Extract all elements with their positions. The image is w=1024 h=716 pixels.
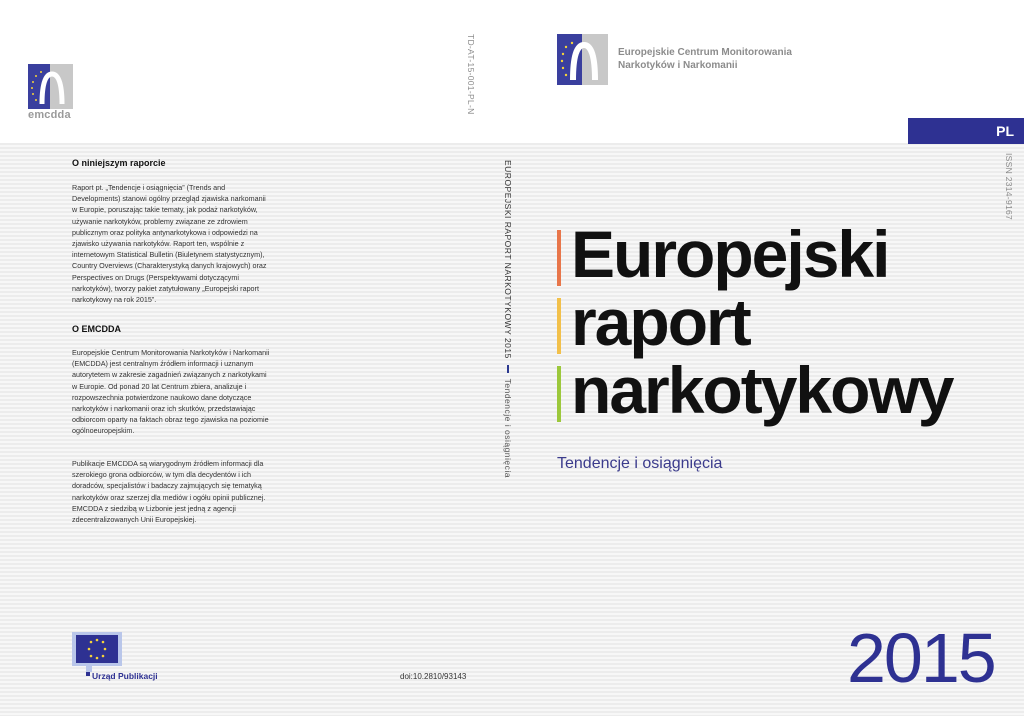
about-report-text: Raport pt. „Tendencje i osiągnięcia” (Trends and Developments) stanowi ogólny przegląd zjawiska narkomanii w Europie, poruszając takie tematy, jak podaż narkotyków, używanie narkotyków, problemy związane ze zdrowiem publicznym oraz polityka antynarkotykowa i odpowiedzi na zjawisko używania narkotyków. Raport ten, wspólnie z internetowym Statistical Bulletin (Biuletynem statystycznym), Country Overviews (Charakterystyką danych krajowych) oraz Perspectives on Drugs (Perspektywami dotyczącymi narkotyków), tworzy pakiet zatytułowany „Europejski raport narkotykowy na rok 2015”. bbox=[72, 183, 267, 305]
title-text-3: narkotykowy bbox=[571, 353, 953, 427]
report-subtitle: Tendencje i osiągnięcia bbox=[557, 455, 723, 472]
catalogue-code: TD-AT-15-001-PL-N bbox=[466, 34, 476, 115]
emcdda-front-logo-icon bbox=[557, 34, 608, 85]
report-year: 2015 bbox=[847, 619, 995, 697]
spine-title-text: EUROPEJSKI RAPORT NARKOTYKOWY 2015 bbox=[503, 160, 513, 359]
spine-subtitle: Tendencje i osiągnięcia bbox=[503, 378, 513, 479]
title-bar-yellow bbox=[557, 298, 561, 354]
language-badge: PL bbox=[908, 118, 1024, 144]
agency-name-line2: Narkotyków i Narkomanii bbox=[618, 60, 738, 71]
title-bar-green bbox=[557, 366, 561, 422]
doi: doi:10.2810/93143 bbox=[400, 672, 467, 681]
publications-text: Publikacje EMCDDA są wiarygodnym źródłem informacji dla szerokiego grona odbiorców, w tym dla decydentów i ich doradców, specjalistów i badaczy zajmujących się tematyką narkotyków oraz szerzej dla mediów i ogółu opinii publicznej. EMCDDA z siedzibą w Lizbonie jest jedną z agencji zdecentralizowanych Unii Europejskiej. bbox=[72, 459, 266, 525]
about-emcdda-heading: O EMCDDA bbox=[72, 324, 121, 334]
about-emcdda-text: Europejskie Centrum Monitorowania Narkotyków i Narkomanii (EMCDDA) jest centralnym źródłem informacji i uznanym autorytetem w zakresie zagadnień związanych z narkotykami w Europie. Od ponad 20 lat Centrum zbiera, analizuje i rozpowszechnia potwierdzone naukowo dane dotyczące narkotyków i narkomanii oraz ich skutków, przedstawiając odbiorcom oparty na faktach obraz tego zjawiska na poziomie ogólnoeuropejskim. bbox=[72, 348, 270, 436]
emcdda-wordmark: emcdda bbox=[28, 109, 71, 121]
title-text-2: raport bbox=[571, 285, 750, 359]
publications-office-label: Urząd Publikacji bbox=[92, 671, 158, 681]
spine-separator bbox=[507, 365, 509, 373]
agency-name bbox=[618, 46, 792, 72]
about-report-heading: O niniejszym raporcie bbox=[72, 158, 166, 168]
title-bar-orange bbox=[557, 230, 561, 286]
issn: ISSN 2314-9167 bbox=[1004, 153, 1014, 221]
spine-title bbox=[503, 160, 513, 478]
title-text-1: Europejski bbox=[571, 217, 889, 291]
agency-name-line1: Europejskie Centrum Monitorowania bbox=[618, 47, 792, 58]
top-band bbox=[0, 0, 1024, 143]
emcdda-logo-icon bbox=[28, 64, 73, 109]
